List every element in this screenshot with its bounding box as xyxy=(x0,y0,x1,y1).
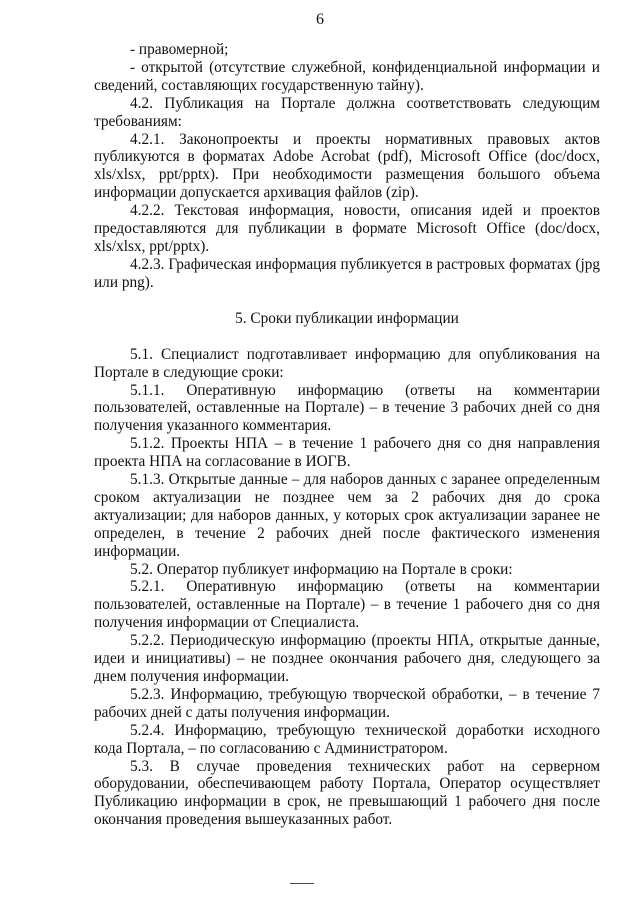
clause-5-1-1: 5.1.1. Оперативную информацию (ответы на комментарии пользователей, оставленные на Портале) – в течение 3 рабочих дней со дня получения указанного комментария. xyxy=(94,381,600,435)
clause-4-2-3: 4.2.3. Графическая информация публикуется в растровых форматах (jpg или png). xyxy=(94,255,600,291)
clause-5-2-1: 5.2.1. Оперативную информацию (ответы на комментарии пользователей, оставленные на Портале) – в течение 1 рабочего дня со дня получения информации от Специалиста. xyxy=(94,578,600,632)
clause-5-2-3: 5.2.3. Информацию, требующую творческой обработки, – в течение 7 рабочих дней с даты получения информации. xyxy=(94,685,600,721)
clause-4-2-1: 4.2.1. Законопроекты и проекты нормативных правовых актов публикуются в форматах Adobe Acrobat (pdf), Microsoft Office (doc/docx, xls/xlsx, ppt/pptx). При необходимости размещения большого объема информации допускается архивация файлов (zip). xyxy=(94,130,600,202)
footer-divider xyxy=(290,883,314,884)
document-body xyxy=(94,41,600,829)
clause-5-2-2: 5.2.2. Периодическую информацию (проекты НПА, открытые данные, идеи и инициативы) – не позднее окончания рабочего дня, следующего за днем получения информации. xyxy=(94,632,600,685)
list-item-lawful: - правомерной; xyxy=(130,41,229,58)
clause-5-2: 5.2. Оператор публикует информацию на Портале в сроки: xyxy=(130,560,513,578)
section-heading: 5. Сроки публикации информации xyxy=(235,309,459,327)
clause-4-2-2: 4.2.2. Текстовая информация, новости, описания идей и проектов предоставляются для публикации в формате Microsoft Office (doc/docx, xls/xlsx, ppt/pptx). xyxy=(94,202,600,255)
page-number: 6 xyxy=(316,11,324,28)
clause-5-1-2: 5.1.2. Проекты НПА – в течение 1 рабочего дня со дня направления проекта НПА на согласование в ИОГВ. xyxy=(94,435,600,471)
clause-4-2: 4.2. Публикация на Портале должна соответствовать следующим требованиям: xyxy=(94,94,600,130)
clause-5-2-4: 5.2.4. Информацию, требующую технической доработки исходного кода Портала, – по согласованию с Администратором. xyxy=(94,721,600,757)
clause-5-1-3: 5.1.3. Открытые данные – для наборов данных с заранее определенным сроком актуализации не позднее чем за 2 рабочих дня до срока актуализации; для наборов данных, у которых срок актуализации заранее не определен, в течение 2 рабочих дней после фактического изменения информации. xyxy=(94,471,600,560)
clause-5-1: 5.1. Специалист подготавливает информацию для опубликования на Портале в следующие сроки: xyxy=(94,345,600,381)
list-item-open: - открытой (отсутствие служебной, конфиденциальной информации и сведений, составляющих государственную тайну). xyxy=(94,58,600,94)
clause-5-3: 5.3. В случае проведения технических работ на серверном оборудовании, обеспечивающем работу Портала, Оператор осуществляет Публикацию информации в срок, не превышающий 1 рабочего дня после окончания проведения вышеуказанных работ. xyxy=(94,757,600,829)
